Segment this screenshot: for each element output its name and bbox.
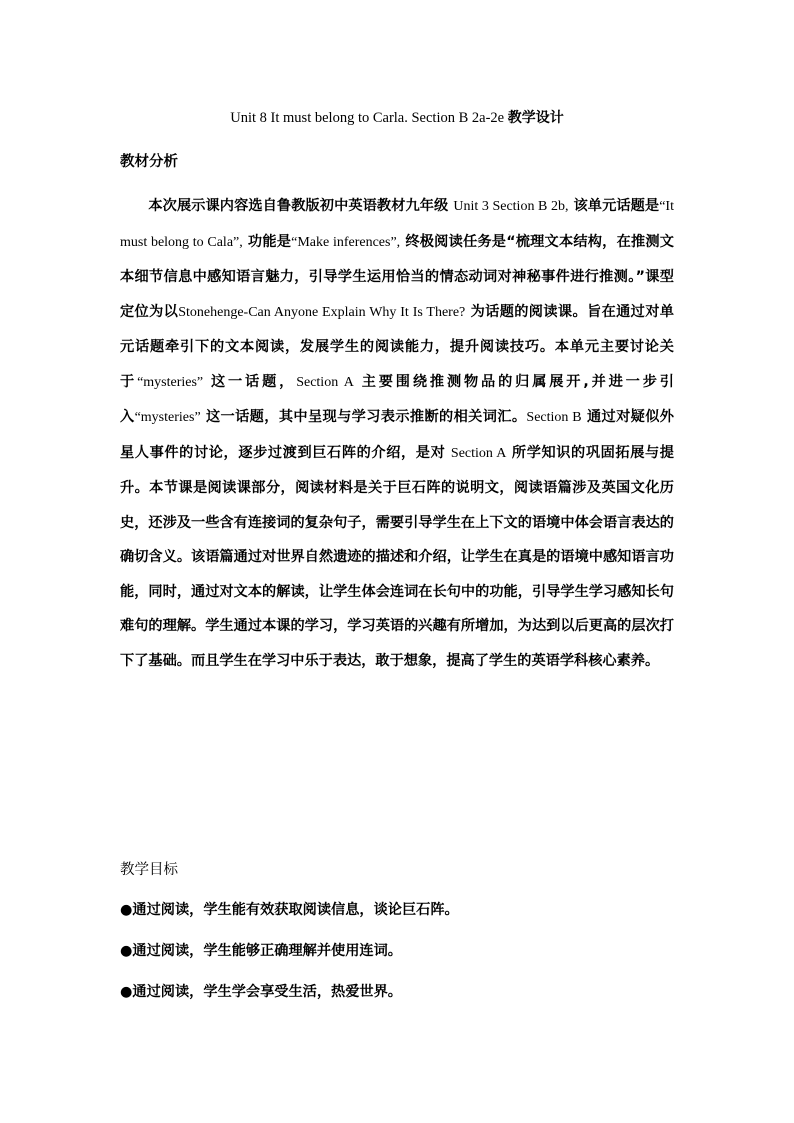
list-item: ●通过阅读，学生能有效获取阅读信息，谈论巨石阵。 bbox=[120, 902, 459, 918]
paragraph-run-en: “Make inferences”, bbox=[291, 234, 401, 250]
paragraph-run-en: Stonehenge-Can Anyone Explain Why It Is There? bbox=[178, 304, 466, 320]
document-title-en: Unit 8 It must belong to Carla. Section B 2a-2e bbox=[230, 110, 505, 126]
paragraph-run-en: Section A bbox=[450, 445, 507, 461]
material-analysis-paragraph bbox=[120, 189, 674, 678]
list-item: ●通过阅读，学生能够正确理解并使用连词。 bbox=[120, 943, 402, 959]
paragraph-run-zh: 这一话题， bbox=[203, 373, 297, 390]
paragraph-run-zh: 所学知识的巩固拓展与提升。本节课是阅读课部分，阅读材料是关于巨石阵的说明文，阅读语篇涉及英国文化历史，还涉及一些含有连接词的复杂句子，需要引导学生在上下文的语境中体会语言表达的确切含义。该语篇通过对世界自然遗迹的描述和介绍，让学生在真是的语境中感知语言功能，同时，通过对文本的解读，让学生体会连词在长句中的功能，引导学生学习感知长句难句的理解。学生通过本课的学习，学习英语的兴趣有所增加，为达到以后更高的层次打下了基础。而且学生在学习中乐于表达，敢于想象，提高了学生的英语学科核心素养。 bbox=[120, 444, 674, 669]
paragraph-run-en: Section A bbox=[296, 374, 354, 390]
paragraph-run-zh: 终极阅读任务是“梳理文本结构，在推测文本细节信息中感知语言魅力，引导学生运用恰当的情态动词对神秘事件进行推测。”课型定位为以 bbox=[120, 233, 674, 320]
list-item: ●通过阅读，学生学会享受生活，热爱世界。 bbox=[120, 984, 402, 1000]
section-heading-material-analysis: 教材分析 bbox=[120, 154, 178, 170]
section-heading-teaching-goals: 教学目标 bbox=[120, 862, 178, 878]
paragraph-run-zh: 通过对疑似外星人事件的讨论，逐步过渡到巨石阵的介绍，是对 bbox=[120, 409, 674, 461]
paragraph-run-en: “It must belong to Cala”, bbox=[120, 199, 674, 250]
paragraph-run-en: Unit 3 Section B 2b, bbox=[453, 199, 569, 214]
paragraph-run-zh: 这一话题，其中呈现与学习表示推断的相关词汇。 bbox=[200, 409, 527, 425]
paragraph-run-zh: 本次展示课内容选自鲁教版初中英语教材九年级 bbox=[148, 198, 454, 214]
teaching-goals-list bbox=[120, 898, 459, 1021]
document-title bbox=[120, 107, 674, 127]
paragraph-run-en: “mysteries” bbox=[137, 374, 204, 390]
paragraph-run-en: Section B bbox=[526, 410, 582, 425]
paragraph-run-zh: 为话题的阅读课。旨在通过对单元话题牵引下的文本阅读，发展学生的阅读能力，提升阅读技巧。本单元主要讨论关于 bbox=[120, 303, 674, 390]
paragraph-run-zh: 主要围绕推测物品的归属展开,并进一步引入 bbox=[120, 373, 674, 425]
paragraph-run-zh: 功能是 bbox=[242, 233, 292, 250]
paragraph-run-en: “mysteries” bbox=[134, 410, 201, 425]
paragraph-run-zh: 该单元话题是 bbox=[568, 198, 660, 214]
document-title-zh: 教学设计 bbox=[507, 110, 564, 126]
